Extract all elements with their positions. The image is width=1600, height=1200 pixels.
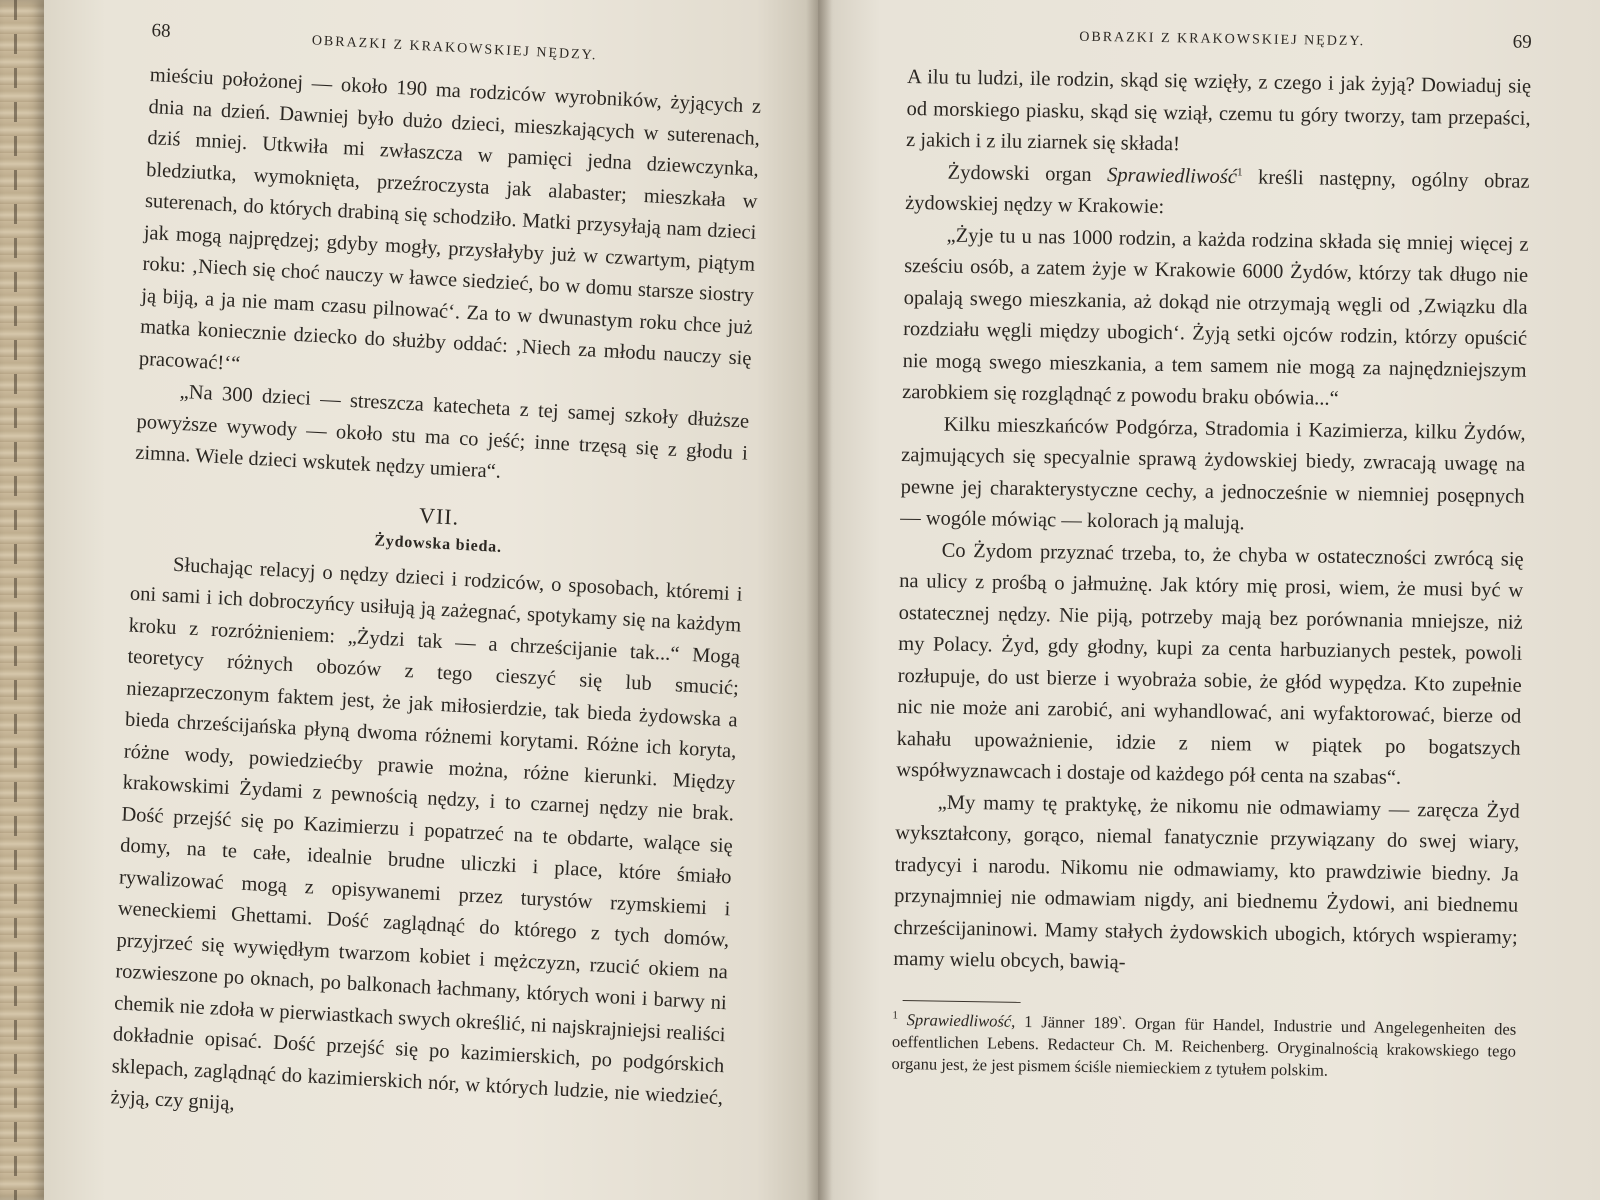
left-page-number: 68 bbox=[151, 20, 171, 42]
footnote-divider bbox=[903, 1000, 1021, 1003]
footnote-reference: 1 bbox=[1236, 165, 1243, 178]
left-running-title: OBRAZKI Z KRAKOWSKIEJ NĘDZY. bbox=[311, 33, 598, 64]
right-paragraph-3: „Żyje tu u nas 1000 rodzin, a każda rodzina składa się mniej więcej z sześciu osób, a zatem żyje w Krakowie 6000 Żydów, którzy tak długo nie opalają swego mieszkania, aż dokąd nie otrzymają węgli od ‚Związku dla rozdziału węgli między ubogich‘. Żyją setki ojców rodzin, którzy opuścić nie mogą swego mieszkania, a tem samem nie mogą za najnędzniejszym zarobkiem się rozglądnąć z powodu braku obówia...“ bbox=[902, 224, 1529, 410]
right-paragraph-5: Co Żydom przyznać trzeba, to, że chyba w ostateczności zwrócą się na ulicy z prośbą o jałmużnę. Jak który mię prosi, wiem, że musi być w ostatecznej nędzy. Nie piją, potrzeby mają bez porównania mniejsze, niż my Polacy. Żyd, gdy głodny, kupi za centa harbuzianych pestek, powoli rozłupuje, do ust bierze i wyobraża sobie, że głód wypędza. Kto zupełnie nic nie może ani zarobić, ani wyhandlować, ani wyfaktorować, bierze od kahału upoważnienie, idzie z niem w piątek po bogatszych współwyznawcach i dostaje od każdego pół centa na szabas“. bbox=[896, 539, 1524, 789]
right-page-text bbox=[891, 22, 1531, 1084]
footnote bbox=[891, 1008, 1516, 1084]
right-page bbox=[818, 0, 1600, 1200]
right-page-number: 69 bbox=[1512, 31, 1532, 53]
chapter-number: VII. bbox=[418, 502, 460, 530]
book-edge bbox=[0, 0, 44, 1200]
right-paragraph-6: „My mamy tę praktykę, że nikomu nie odmawiamy — zaręcza Żyd wykształcony, gorąco, niemal fanatycznie przywiązany do swej wiary, tradycyi i narodu. Nikomu nie odmawiamy, kto prawdziwie biedny. Ja przynajmniej nie odmawiam nigdy, ani biednemu Żydowi, ani biednemu chrześcijaninowi. Mamy stałych żydowskich ubogich, których wspieramy; mamy wielu obcych, bawią- bbox=[893, 791, 1520, 974]
left-paragraph-1: mieściu położonej — około 190 ma rodziców wyrobników, żyjących z dnia na dzień. Dawniej było dużo dzieci, mieszkających w suterenach, dziś mniej. Utkwiła mi zwłaszcza w pamięci jedna dziewczynka, bledziutka, wymoknięta, przeźroczysta jak alabaster; mieszkała w suterenach, do których drabiną się schodziło. Matki przysyłają nam dzieci jak mogą najprędzej; gdyby mogły, przysłałyby już w czwartym, piątym roku: ‚Niech się choć nauczy w ławce siedzieć, bo w domu starsze siostry ją biją, a ja nie mam czasu pilnować‘. Za to w dwunastym roku chce już matka koniecznie dziecko do służby oddać: ‚Niech za młodu nauczy się pracować!‘“ bbox=[138, 63, 762, 375]
left-paragraph-2: „Na 300 dzieci — streszcza katecheta z tej samej szkoły dłuższe powyższe wywody — około stu ma co jeść; inne trzęsą się z głodu i zimna. Wiele dzieci wskutek nędzy umiera“. bbox=[134, 380, 750, 483]
right-paragraph-2-start: Żydowski organ bbox=[947, 161, 1108, 186]
chapter-paragraph: Słuchając relacyj o nędzy dzieci i rodziców, o sposobach, któremi i oni sami i ich dobroczyńcy usiłują ją zażegnać, spotykamy się na każdym kroku z rozróżnieniem: „Żydzi tak — a chrześcijanie tak...“ Mogą teoretycy różnych obozów z tego cieszyć się lub smucić; niezaprzeczonym faktem jest, że jak miłosierdzie, tak bieda żydowska a bieda chrześcijańska płyną dwoma różnemi korytami. Różne ich koryta, różne wody, powiedziećby prawie można, różne kierunki. Między krakowskimi Żydami z pewnością nędzy, i to czarnej nędzy nie brak. Dość przejść się po Kazimierzu i popatrzeć na te obdarte, walące się domy, na te całe, idealnie brudne uliczki i place, które śmiało rywalizować mogą z opisywanemi przez turystów rzymskiemi i weneckiemi Ghettami. Dość zaglądnąć do którego z tych domów, przyjrzeć się wywiędłym twarzom kobiet i mężczyzn, rzucić okiem na rozwieszone po oknach, po balkonach łachmany, których woni i barwy ni chemik nie zdoła w pierwiastkach swych określić, ni najskrajniejsi realiści dokładnie opisać. Dość przejść się po kazimierskich, po podgórskich sklepach, zaglądnąć do kazimierskich nór, w których ludzie, nie wiedzieć, żyją, czy gniją, bbox=[110, 553, 743, 1115]
organ-name: Sprawiedliwość bbox=[1106, 163, 1238, 188]
footnote-organ-name: Sprawiedliwość bbox=[906, 1009, 1012, 1031]
left-page bbox=[44, 0, 818, 1200]
chapter-title: Żydowska bieda. bbox=[374, 531, 503, 556]
right-paragraph-2-end: kreśli następny, ogólny obraz żydowskiej nędzy w Krakowie: bbox=[904, 165, 1530, 219]
left-page-text bbox=[110, 20, 763, 1146]
right-paragraph-4: Kilku mieszkańców Podgórza, Stradomia i Kazimierza, kilku Żydów, zajmujących się specyalnie sprawą żydowskiej biedy, zwracają uwagę na pewne jej charakterystyczne cechy, a jednocześnie w niemniej posępnych — wogóle mówiąc — kolorach ją malują. bbox=[900, 413, 1526, 535]
footnote-text: , 1 Jänner 189‵. Organ für Handel, Industrie und Angelegenheiten des oeffentlichen Lebens. Redacteur Ch. M. Reichenberg. Oryginalnością krakowskiego tego organu jest, że jest pismem ściśle niemieckiem z tytułem polskim. bbox=[891, 1011, 1517, 1080]
right-paragraph-2 bbox=[905, 156, 1530, 229]
right-paragraph-1: A ilu tu ludzi, ile rodzin, skąd się wzięły, z czego i jak żyją? Dowiaduj się od morskiego piasku, skąd się wziął, czemu tu góry tworzy, tam przepaści, z jakich i z ilu ziarnek się składa! bbox=[905, 65, 1532, 156]
right-running-title: OBRAZKI Z KRAKOWSKIEJ NĘDZY. bbox=[1079, 29, 1366, 50]
footnote-mark: 1 bbox=[892, 1008, 898, 1021]
